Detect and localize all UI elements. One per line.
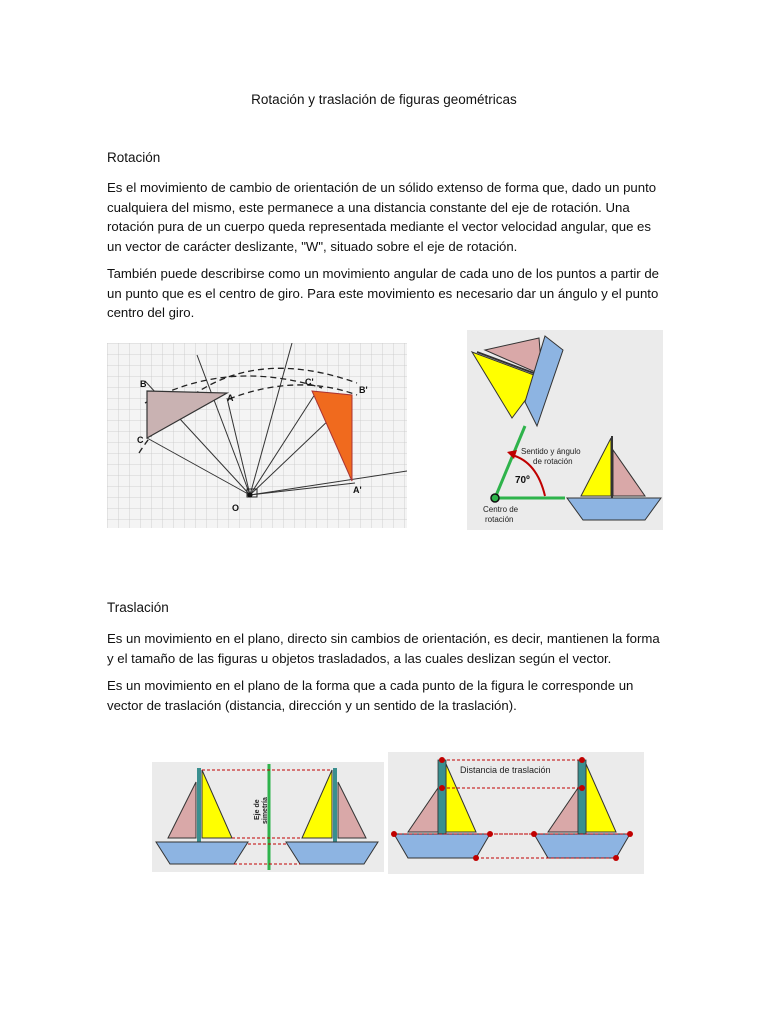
- angle-label: Sentido y ángulo: [521, 447, 581, 456]
- angle-label-2: de rotación: [533, 457, 573, 466]
- distance-label: Distancia de traslación: [460, 765, 551, 775]
- rotacion-paragraph-1: Es el movimiento de cambio de orientación de un sólido extenso de forma que, dado un punto cualquiera del mismo, este permanece a una distancia constante del eje de rotación. Una rotación pura de un cuerpo queda representada mediante el vector velocidad angular, que es un vector de carácter deslizante, "W", situado sobre el eje de rotación.: [107, 180, 657, 254]
- document-title: Rotación y traslación de figuras geométricas: [251, 92, 517, 107]
- section-heading-traslacion: Traslación: [107, 600, 169, 615]
- rotation-boat-figure: [467, 330, 663, 530]
- center-label: Centro de: [483, 505, 519, 514]
- traslacion-paragraph-1: Es un movimiento en el plano, directo sin cambios de orientación, es decir, mantienen la forma y el tamaño de las figuras u objetos trasladados, a las cuales deslizan según el vector.: [107, 631, 660, 666]
- translated-boat-hull: [534, 834, 630, 858]
- label-o: O: [232, 503, 240, 513]
- label-c-prime: C': [305, 377, 314, 387]
- original-boat-hull: [394, 834, 490, 858]
- label-b: B: [140, 379, 147, 389]
- angle-value: 70º: [515, 475, 530, 486]
- right-boat-hull: [286, 842, 378, 864]
- rotation-grid-figure: [107, 343, 407, 528]
- axis-label: Eje de: [254, 799, 261, 820]
- translation-boats-figure: [388, 752, 644, 874]
- section-heading-rotacion: Rotación: [107, 150, 161, 165]
- traslacion-paragraph-2: Es un movimiento en el plano de la forma que a cada punto de la figura le corresponde un vector de traslación (distancia, dirección y un sentido de la traslación).: [107, 678, 634, 713]
- left-boat-hull: [156, 842, 248, 864]
- upright-boat-hull: [567, 498, 661, 520]
- label-c: C: [137, 435, 144, 445]
- label-b-prime: B': [359, 385, 368, 395]
- symmetry-boats-figure: [152, 762, 384, 872]
- rotacion-paragraph-2: También puede describirse como un movimiento angular de cada uno de los puntos a partir de un punto que es el centro de giro. Para este movimiento es necesario dar un ángulo y el punto centro del giro.: [107, 266, 660, 320]
- label-a: A: [227, 393, 234, 403]
- center-label-2: rotación: [485, 515, 514, 524]
- label-a-prime: A': [353, 485, 362, 495]
- axis-label-2: simetría: [262, 797, 269, 824]
